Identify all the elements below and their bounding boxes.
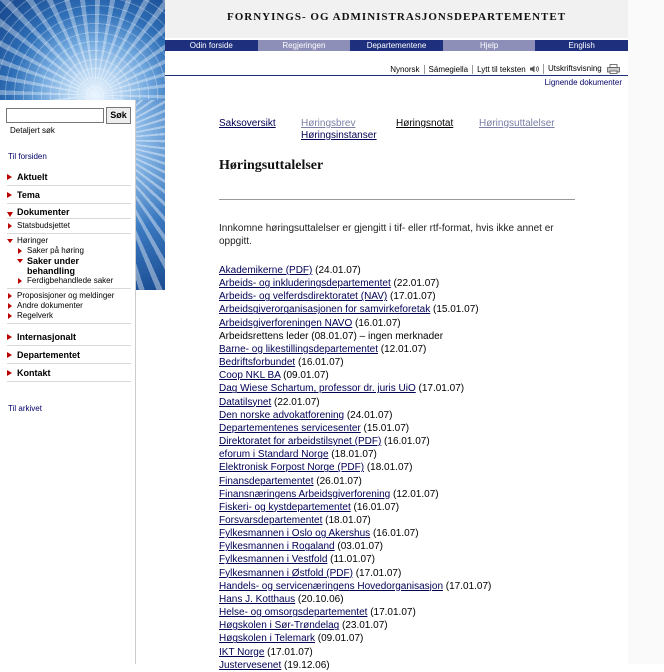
search-input[interactable] [6, 108, 104, 123]
statement-list [219, 264, 491, 672]
arrow-right-icon [8, 223, 12, 229]
tool-samegiella[interactable]: Sámegiella [424, 65, 473, 74]
arrow-right-icon [7, 334, 12, 340]
statement-link[interactable]: Fylkesmannen i Østfold (PDF) [219, 567, 353, 579]
tool-listen[interactable]: Lytt til teksten [472, 65, 543, 74]
list-item [219, 448, 491, 461]
statement-link[interactable]: Coop NKL BA [219, 370, 281, 382]
arrow-right-icon [7, 192, 12, 198]
statement-link[interactable]: Finansnæringens Arbeidsgiverforening [219, 488, 391, 500]
statement-link[interactable]: Direktoratet for arbeidstilsynet (PDF) [219, 436, 382, 448]
statement-link[interactable]: Akademikerne (PDF) [219, 265, 313, 276]
statement-date: (17.01.07) [352, 567, 402, 579]
advanced-search-link[interactable]: Detaljert søk [10, 126, 55, 135]
statement-date: (17.01.07) [415, 383, 465, 395]
statement-date: (22.01.07) [271, 396, 320, 408]
statement-date: (16.01.07) [381, 436, 430, 448]
sidebar-subgroup-dokumenter [7, 218, 131, 324]
sidebar-item-horinger[interactable]: Høringer [7, 236, 131, 246]
statement-link[interactable]: Høgskolen i Sør-Trøndelag [219, 620, 340, 632]
list-item [219, 343, 491, 356]
statement-date: (22.01.07) [390, 278, 440, 290]
list-item [219, 646, 491, 659]
statement-link[interactable]: IKT Norge [219, 646, 265, 658]
statement-date: (09.01.07) [314, 633, 364, 645]
statement-date: (09.01.07) [280, 370, 329, 382]
statement-date: (12.01.07) [390, 488, 439, 500]
nav-regjeringen[interactable]: Regjeringen [258, 40, 351, 51]
sidebar-item-andre-dokumenter[interactable]: Andre dokumenter [7, 301, 131, 311]
sidebar-item-statsbudsjettet[interactable]: Statsbudsjettet [7, 221, 131, 234]
tab-horingsnotat[interactable]: Høringsnotat [396, 118, 454, 129]
sidebar-item-dokumenter[interactable]: Dokumenter [7, 204, 131, 218]
list-item [219, 567, 491, 580]
statement-link[interactable]: Høgskolen i Telemark [219, 633, 315, 645]
list-item [219, 593, 491, 606]
statement-link[interactable]: Arbeidsgiverforeningen NAVO [219, 317, 353, 329]
sidebar-item-aktuelt[interactable]: Aktuelt [7, 168, 131, 186]
list-item [219, 290, 491, 303]
statement-date: (18.01.07) [328, 449, 377, 461]
statement-date: (16.01.07) [295, 357, 344, 369]
sidebar-item-kontakt[interactable]: Kontakt [7, 364, 131, 382]
intro-text: Innkomne høringsuttalelser er gjengitt i tif- eller rtf-format, hvis ikke annet er oppgitt. [219, 223, 554, 247]
nav-english[interactable]: English [568, 41, 595, 50]
header-divider [165, 75, 628, 76]
tool-print[interactable]: Utskriftsvisning [543, 64, 624, 74]
page-title: Høringsuttalelser [219, 158, 324, 173]
arrow-right-icon [18, 278, 22, 284]
arrow-right-icon [8, 313, 12, 319]
sidebar-menu [7, 168, 131, 382]
list-item [219, 580, 491, 593]
list-item [219, 501, 491, 514]
list-item [219, 303, 491, 316]
statement-link[interactable]: Elektronisk Forpost Norge (PDF) [219, 462, 365, 474]
statement-date: (03.01.07) [334, 541, 383, 553]
archive-link[interactable]: Til arkivet [8, 404, 42, 413]
list-item [219, 277, 491, 290]
printer-icon [607, 64, 620, 74]
arrow-right-icon [7, 370, 12, 376]
sidebar-item-tema[interactable]: Tema [7, 186, 131, 204]
statement-link[interactable]: Helse- og omsorgsdepartementet [219, 607, 368, 619]
statement-date: (17.01.07) [264, 646, 313, 658]
statement-date: (11.01.07) [327, 554, 376, 566]
page-tools [386, 64, 624, 74]
statement-link[interactable]: Hans J. Kotthaus [219, 593, 296, 605]
department-title: FORNYINGS- OG ADMINISTRASJONSDEPARTEMENTET [165, 0, 628, 38]
tab-horingsuttalelser[interactable]: Høringsuttalelser [479, 118, 555, 129]
list-item [219, 606, 491, 619]
sidebar [0, 100, 136, 664]
list-item [219, 540, 491, 553]
tool-nynorsk[interactable]: Nynorsk [390, 64, 420, 74]
similar-documents-link[interactable]: Lignende dokumenter [544, 78, 622, 87]
list-item [219, 396, 491, 409]
statement-date: (12.01.07) [377, 343, 427, 355]
statement-link[interactable]: Departementenes servicesenter [219, 422, 361, 434]
list-item [219, 527, 491, 540]
statement-link[interactable]: Fiskeri- og kystdepartementet [219, 501, 351, 513]
list-item [219, 553, 491, 566]
sidebar-item-regelverk[interactable]: Regelverk [7, 311, 131, 321]
statement-date: (17.01.07) [443, 580, 492, 592]
globe-image-strip [136, 100, 165, 290]
list-item [219, 422, 491, 435]
arrow-down-icon [17, 259, 23, 263]
tab-saksoversikt[interactable]: Saksoversikt [219, 118, 276, 129]
statement-link[interactable]: eforum i Standard Norge [219, 449, 329, 461]
statement-link[interactable]: Justervesenet [219, 659, 282, 671]
sidebar-item-departementet[interactable]: Departementet [7, 346, 131, 364]
list-item [219, 632, 491, 645]
search-button[interactable]: Søk [106, 107, 131, 124]
list-item [219, 488, 491, 501]
list-item [219, 317, 491, 330]
list-item [219, 514, 491, 527]
nav-departementene[interactable]: Departementene [366, 41, 427, 50]
statement-link[interactable]: Finansdepartementet [219, 475, 314, 487]
list-item [219, 461, 491, 474]
tab-horingsbrev[interactable]: Høringsbrev [301, 118, 356, 129]
sidebar-item-saker-pa-horing[interactable]: Saker på høring [7, 246, 131, 256]
statement-date: (18.01.07) [322, 514, 371, 526]
nav-odin-forside[interactable]: Odin forside [189, 41, 233, 50]
arrow-right-icon [7, 174, 12, 180]
list-item [219, 475, 491, 488]
speaker-icon [530, 65, 539, 73]
nav-hjelp[interactable]: Hjelp [443, 40, 536, 51]
arrow-right-icon [18, 248, 22, 254]
list-item [219, 382, 491, 395]
statement-link[interactable]: Arbeids- og velferdsdirektoratet (NAV) [219, 291, 388, 303]
statement-date: (17.01.07) [367, 607, 416, 619]
arrow-right-icon [8, 293, 12, 299]
list-item [219, 659, 491, 672]
statement-date: (15.01.07) [430, 304, 479, 316]
arrow-right-icon [7, 352, 12, 358]
statement-text: Arbeidsrettens leder [219, 330, 309, 342]
statement-link[interactable]: Arbeids- og inkluderingsdepartementet [219, 278, 391, 290]
statement-link[interactable]: Dag Wiese Schartum, professor dr. juris UiO [219, 383, 416, 395]
sidebar-item-internasjonalt[interactable]: Internasjonalt [7, 328, 131, 346]
statement-date: (26.01.07) [313, 475, 362, 487]
statement-date: (24.01.07) [344, 409, 393, 421]
statement-link[interactable]: Den norske advokatforening [219, 409, 345, 421]
statement-date: (16.01.07) [352, 317, 401, 329]
statement-link[interactable]: Handels- og servicenæringens Hovedorganisasjon [219, 580, 444, 592]
globe-banner [0, 0, 165, 100]
statement-date: (23.01.07) [339, 620, 388, 632]
list-item [219, 619, 491, 632]
statement-date: (17.01.07) [387, 291, 436, 303]
list-item [219, 435, 491, 448]
list-item [219, 264, 491, 277]
statement-link[interactable]: Fylkesmannen i Oslo og Akershus [219, 528, 371, 540]
window-edge [628, 0, 664, 664]
front-page-link[interactable]: Til forsiden [8, 152, 47, 161]
statement-link[interactable]: Datatilsynet [219, 396, 272, 408]
statement-link[interactable]: Forsvarsdepartementet [219, 514, 323, 526]
sidebar-item-saker-under-behandling[interactable]: Saker under behandling [7, 256, 107, 276]
statement-link[interactable]: Fylkesmannen i Rogaland [219, 541, 335, 553]
statement-date: (20.10.06) [295, 593, 344, 605]
sidebar-item-ferdigbehandlede[interactable]: Ferdigbehandlede saker [7, 276, 131, 289]
statement-link[interactable]: Fylkesmannen i Vestfold [219, 554, 328, 566]
statement-date: (08.01.07) – ingen merknader [308, 330, 444, 342]
list-item [219, 369, 491, 382]
arrow-down-icon [7, 239, 13, 243]
case-tabs [219, 118, 599, 144]
statement-link[interactable]: Arbeidsgiverorganisasjonen for samvirkeforetak [219, 304, 431, 316]
statement-date: (16.01.07) [370, 528, 419, 540]
sidebar-item-proposisjoner[interactable]: Proposisjoner og meldinger [7, 291, 131, 301]
top-navigation [165, 40, 628, 51]
statement-date: (24.01.07) [312, 265, 361, 276]
statement-link[interactable]: Bedriftsforbundet [219, 357, 296, 369]
arrow-down-icon [7, 212, 13, 217]
statement-date: (18.01.07) [364, 462, 413, 474]
arrow-right-icon [8, 303, 12, 309]
statement-date: (19.12.06) [281, 659, 330, 671]
statement-date: (16.01.07) [350, 501, 400, 513]
tab-horingsinstanser[interactable]: Høringsinstanser [301, 130, 377, 141]
list-item [219, 356, 491, 369]
list-item [219, 409, 491, 422]
list-item [219, 330, 491, 343]
statement-link[interactable]: Barne- og likestillingsdepartementet [219, 343, 378, 355]
title-divider [219, 199, 575, 200]
statement-date: (15.01.07) [360, 422, 410, 434]
